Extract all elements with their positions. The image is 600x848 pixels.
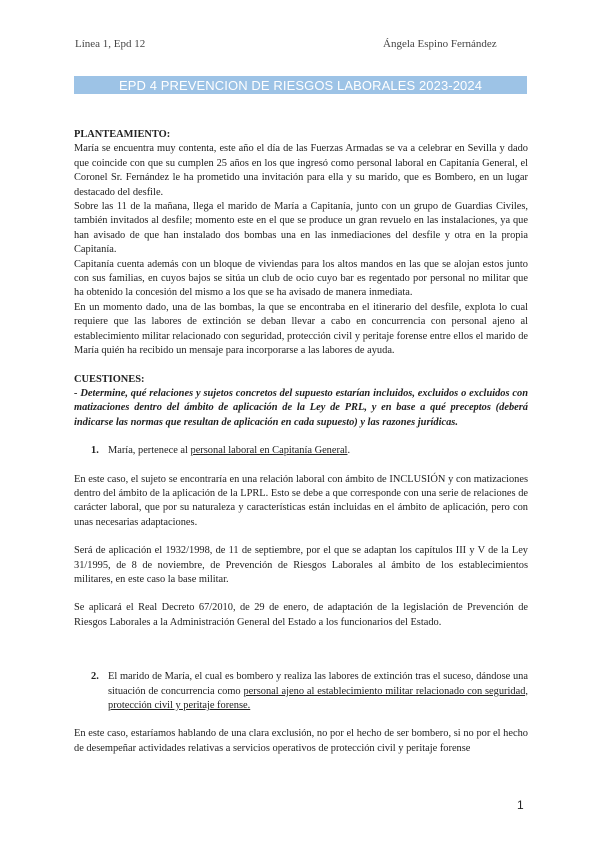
planteamiento-paragraph: Capitanía cuenta además con un bloque de viviendas para los altos mandos en las que se alojan estos junto con sus familias, en cuyos bajos se sitúa un club de ocio cuyo bar es regentado por personal no militar que ha obtenido la concesión del mismo a los que se ha avisado de manera inmediata.	[74, 258, 528, 299]
header-right: Ángela Espino Fernández	[383, 38, 497, 50]
answer-item-1	[74, 444, 528, 458]
title-banner	[74, 76, 527, 94]
answer-paragraph: En este caso, el sujeto se encontraría en una relación laboral con ámbito de INCLUSIÓN y con matizaciones dentro del ámbito de la aplicación de la LPRL. Esto se debe a que corresponde con una serie de relaciones de carácter laboral, que por su naturaleza y características están incluidas en el ámbito de aplicación, pero con unas necesarias adaptaciones.	[74, 473, 528, 528]
planteamiento-paragraph: Sobre las 11 de la mañana, llega el marido de María a Capitanía, junto con un grupo de Guardias Civiles, también invitados al desfile; momento este en el que se produce un gran revuelo en las instalaciones, ya que han avisado de que han instalado dos bombas una en las inmediaciones del desfile y otra en la propia Capitanía.	[74, 201, 528, 256]
document-title: EPD 4 PREVENCION DE RIESGOS LABORALES 2023-2024	[118, 77, 483, 93]
cuestiones-question: - Determine, qué relaciones y sujetos concretos del supuesto estarían incluidos, excluidos o excluidos con matizaciones dentro del ámbito de aplicación de la Ley de PRL, y en base a qué preceptos (deberá indicarse las normas que resultan de aplicación en cada supuesto) y las razones jurídicas.	[74, 387, 528, 428]
answer-lead: El marido de María, el cual es bombero y realiza las labores de extinción tras el suceso, dándose una situación de concurrencia como	[108, 671, 528, 697]
planteamiento-paragraph: En un momento dado, una de las bombas, la que se encontraba en el itinerario del desfile, explota lo cual requiere que las labores de extinción se deban llevar a cabo en concurrencia con personal ajeno al establecimiento militar relacionado con seguridad, protección civil y peritaje forense entre ellos el marido de María quién ha recibido un mensaje para incorporarse a las labores de ayuda.	[74, 301, 528, 357]
header-left: Línea 1, Epd 12	[75, 38, 146, 50]
answer-paragraph: Se aplicará el Real Decreto 67/2010, de 29 de enero, de adaptación de la legislación de Prevención de Riesgos Laborales a la Administración General del Estado a los funcionarios del Estado.	[74, 602, 528, 628]
document-body	[74, 128, 528, 756]
answer-tail: .	[347, 445, 351, 457]
answer-paragraph: En este caso, estaríamos hablando de una clara exclusión, no por el hecho de ser bombero, si no por el hecho de desempeñar actividades relativas a servicios operativos de protección civil y peritaje forense	[74, 728, 528, 754]
planteamiento-heading: PLANTEAMIENTO:	[74, 129, 171, 140]
planteamiento-paragraph: María se encuentra muy contenta, este año el día de las Fuerzas Armadas se va a celebrar en Sevilla y dado que coincide con que su cumplen 25 años en los que ingresó como personal laboral en Capitanía General, el Coronel Sr. Fernández le ha prometido una invitación para ella y su marido, que es Bombero, en un lugar destacado del desfile.	[74, 143, 528, 198]
answer-lead: María, pertenece al	[108, 445, 191, 457]
page-number: 1	[517, 798, 524, 812]
answer-paragraph: Será de aplicación el 1932/1998, de 11 de septiembre, por el que se adaptan los capítulos III y V de la Ley 31/1995, de 8 de noviembre, de Prevención de Riesgos Laborales al ámbito de los establecimientos militares, en este caso la base militar.	[74, 545, 528, 585]
answer-item-2	[74, 670, 528, 713]
answer-number: 1.	[91, 445, 99, 457]
cuestiones-heading: CUESTIONES:	[74, 373, 145, 385]
answer-underlined: personal laboral en Capitanía General	[190, 445, 348, 457]
answer-underlined: personal ajeno al establecimiento militar relacionado con seguridad, protección civil y peritaje forense.	[108, 685, 528, 711]
answer-number: 2.	[91, 671, 99, 683]
